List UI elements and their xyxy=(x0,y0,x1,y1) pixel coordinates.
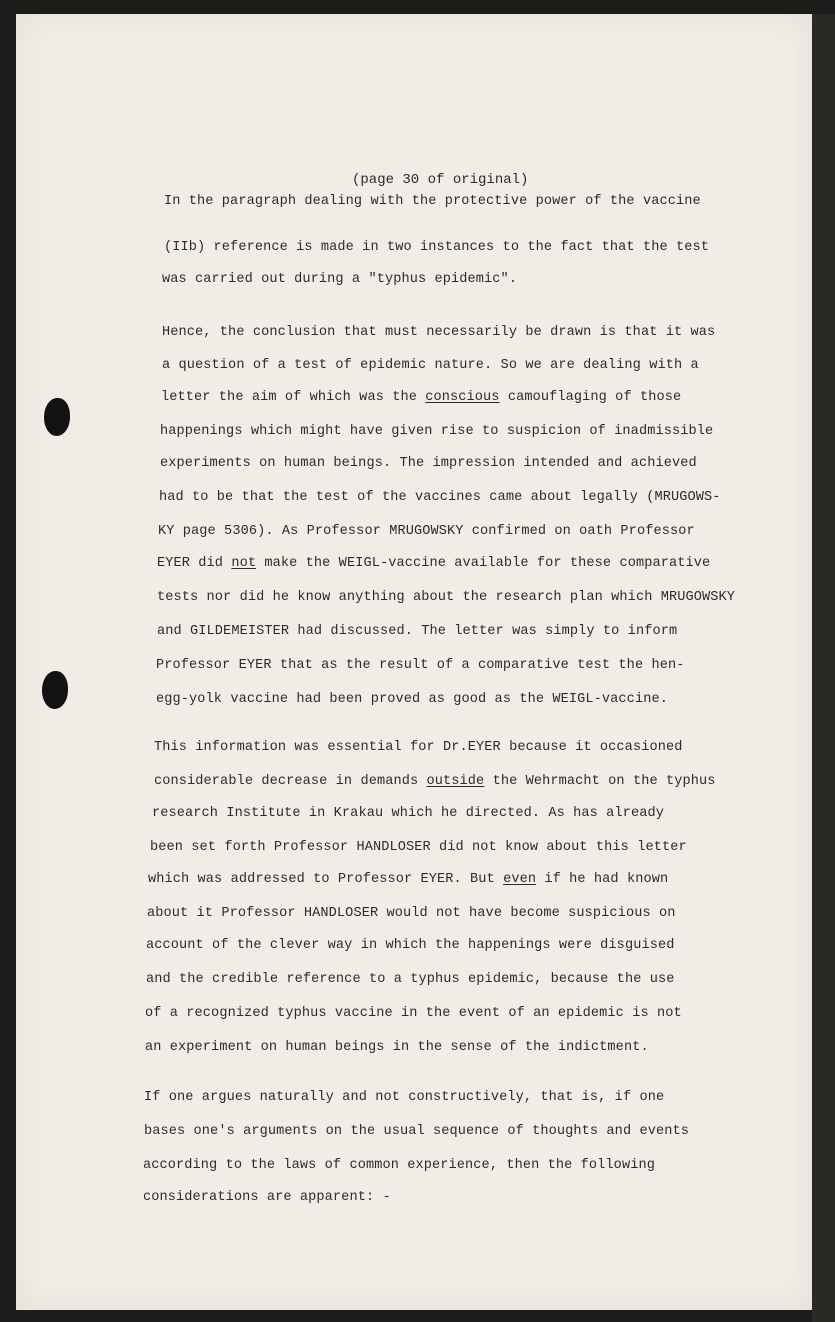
text-line: was carried out during a "typhus epidemic". xyxy=(162,272,518,287)
text-line-underlined xyxy=(154,774,716,789)
text-line: and the credible reference to a typhus epidemic, because the use xyxy=(146,972,675,987)
text-line: KY page 5306). As Professor MRUGOWSKY confirmed on oath Professor xyxy=(158,524,695,539)
punch-hole-top xyxy=(44,398,70,436)
text-line: had to be that the test of the vaccines came about legally (MRUGOWS- xyxy=(159,490,721,505)
text-line: and GILDEMEISTER had discussed. The letter was simply to inform xyxy=(157,624,678,639)
text-line: In the paragraph dealing with the protective power of the vaccine xyxy=(164,194,701,209)
text-line: research Institute in Krakau which he directed. As has already xyxy=(152,806,664,821)
text-segment: the Wehrmacht on the typhus xyxy=(484,774,716,789)
text-line: according to the laws of common experience, then the following xyxy=(143,1158,655,1173)
text-line-underlined xyxy=(161,390,681,405)
text-line: egg-yolk vaccine had been proved as good as the WEIGL-vaccine. xyxy=(156,692,668,707)
text-line: This information was essential for Dr.EYER because it occasioned xyxy=(154,740,683,755)
text-segment: make the WEIGL-vaccine available for these comparative xyxy=(256,556,711,571)
text-segment: letter the aim of which was the xyxy=(161,390,426,405)
text-segment: if he had known xyxy=(536,872,669,887)
text-line: (IIb) reference is made in two instances to the fact that the test xyxy=(164,240,709,255)
text-line: bases one's arguments on the usual sequence of thoughts and events xyxy=(144,1124,689,1139)
text-segment: considerable decrease in demands xyxy=(154,774,427,789)
text-line: experiments on human beings. The impression intended and achieved xyxy=(160,456,697,471)
underlined-word: outside xyxy=(426,774,485,789)
text-line: happenings which might have given rise to suspicion of inadmissible xyxy=(160,424,714,439)
punch-hole-bottom xyxy=(42,671,68,709)
text-line: tests nor did he know anything about the research plan which MRUGOWSKY xyxy=(157,590,736,605)
text-segment: camouflaging of those xyxy=(499,390,682,405)
text-line: If one argues naturally and not constructively, that is, if one xyxy=(144,1090,665,1105)
page-header: (page 30 of original) xyxy=(352,172,529,188)
scan-edge xyxy=(812,14,835,1322)
text-segment: EYER did xyxy=(157,556,232,571)
underlined-word: conscious xyxy=(425,390,500,405)
underlined-word: not xyxy=(231,556,257,571)
text-line-underlined xyxy=(157,556,710,571)
text-line: Professor EYER that as the result of a comparative test the hen- xyxy=(156,658,685,673)
text-line: about it Professor HANDLOSER would not have become suspicious on xyxy=(147,906,676,921)
text-line-underlined xyxy=(148,872,668,887)
text-segment: which was addressed to Professor EYER. But xyxy=(148,872,504,887)
text-line: of a recognized typhus vaccine in the event of an epidemic is not xyxy=(145,1006,682,1021)
text-line: a question of a test of epidemic nature. So we are dealing with a xyxy=(162,358,699,373)
text-line: account of the clever way in which the happenings were disguised xyxy=(146,938,675,953)
text-line: Hence, the conclusion that must necessarily be drawn is that it was xyxy=(162,325,716,340)
text-line: been set forth Professor HANDLOSER did not know about this letter xyxy=(150,840,687,855)
text-line: an experiment on human beings in the sense of the indictment. xyxy=(145,1040,649,1055)
underlined-word: even xyxy=(503,872,537,887)
text-line: considerations are apparent: - xyxy=(143,1190,391,1205)
